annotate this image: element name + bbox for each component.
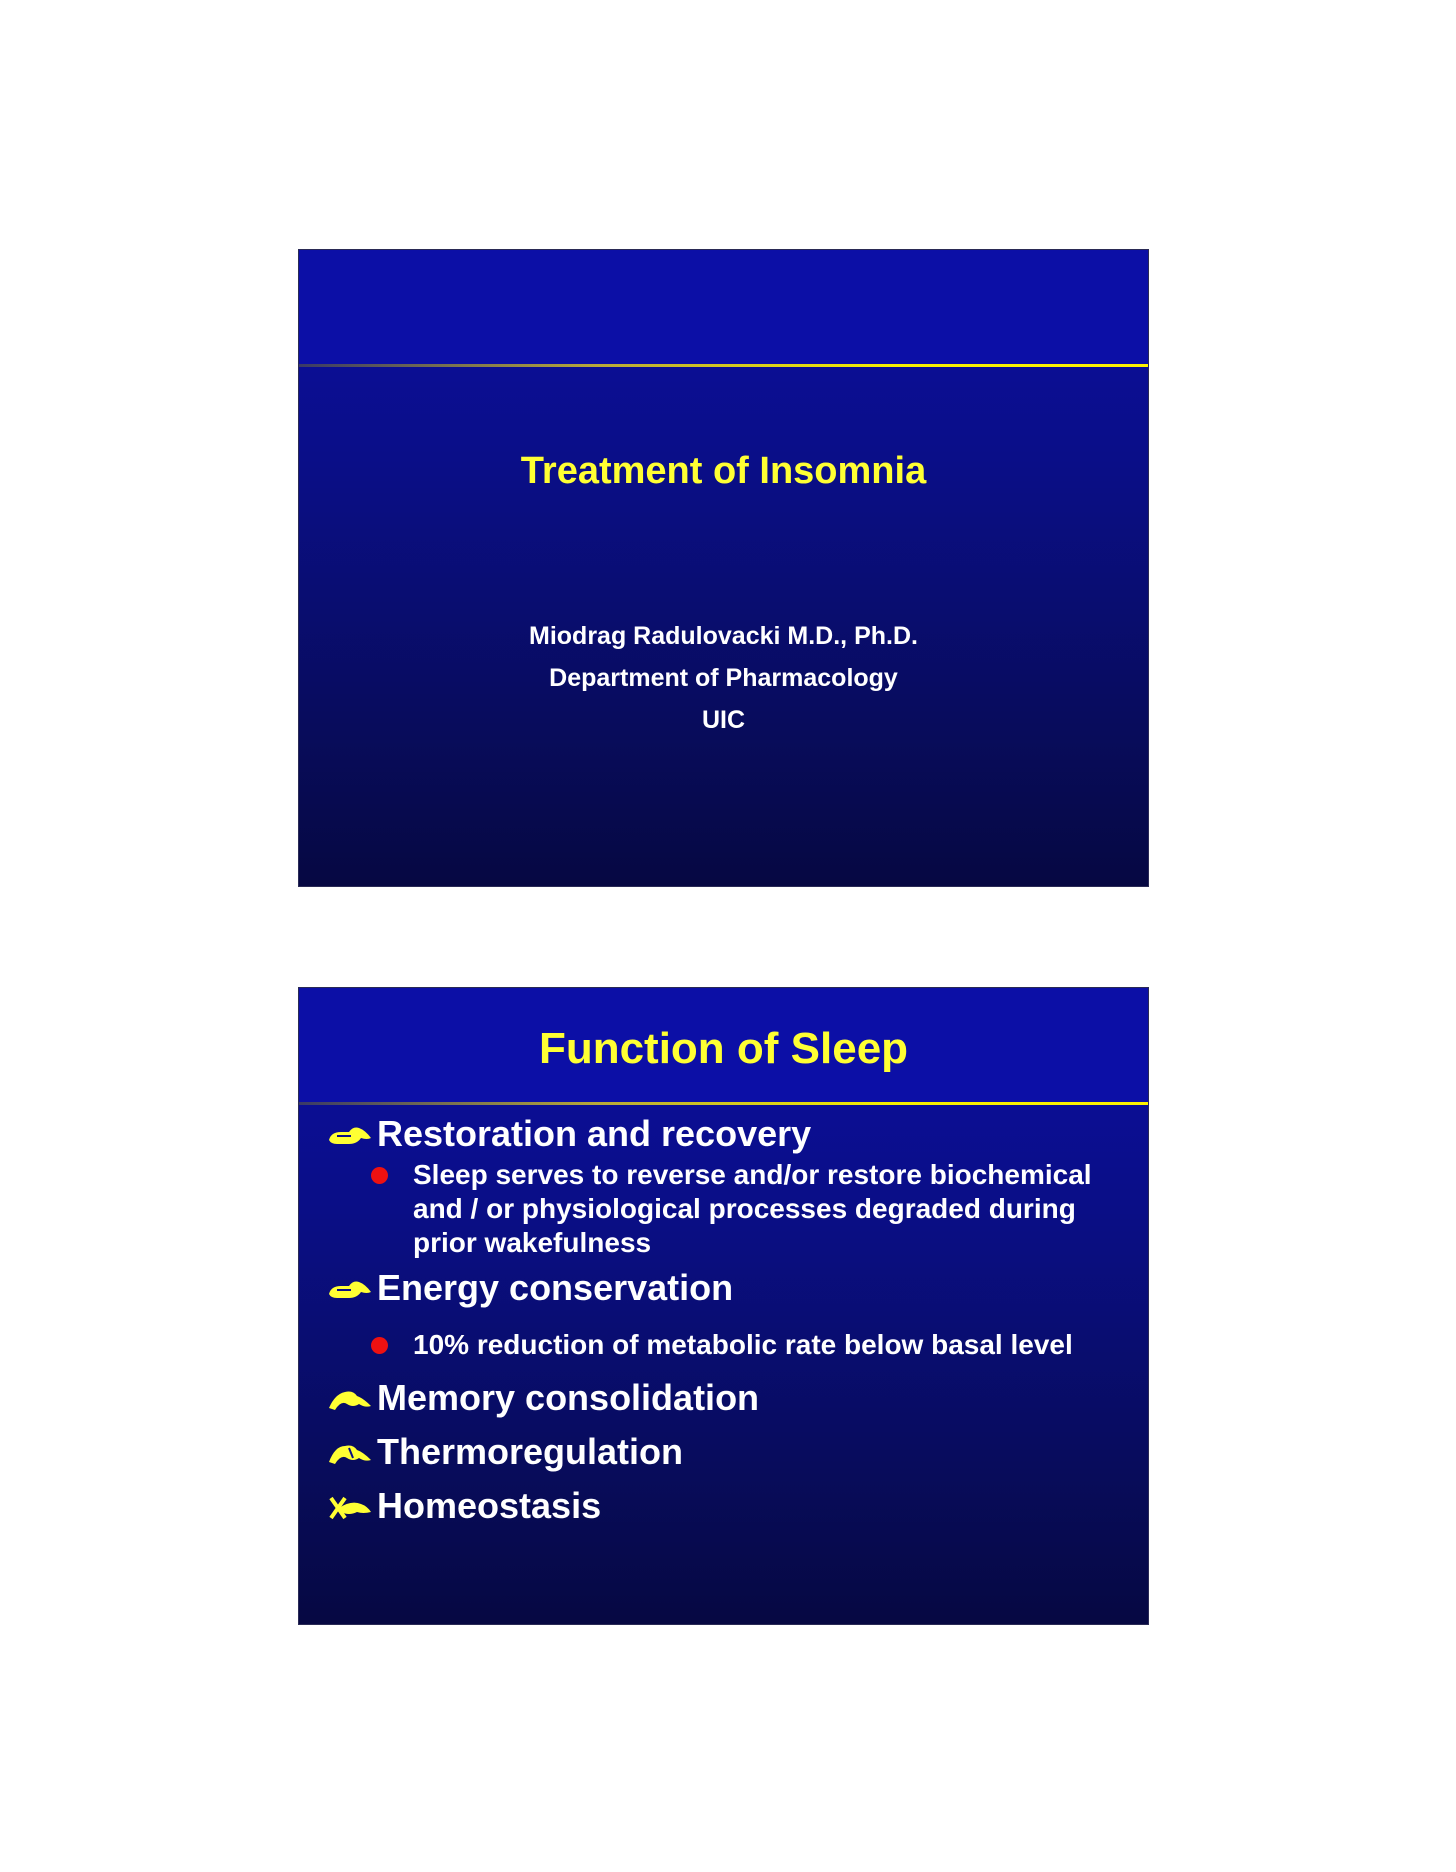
sub-bullet-text: 10% reduction of metabolic rate below basal level <box>413 1329 1073 1360</box>
hand-pointing-icon <box>327 1122 373 1148</box>
bullet-label: Energy conservation <box>377 1267 734 1308</box>
hand-pointing-icon <box>327 1386 373 1412</box>
slide-title-text: Function of Sleep <box>538 1024 909 1073</box>
slide-title <box>298 249 1149 887</box>
author-institution: UIC <box>701 706 746 734</box>
sub-bullet-item <box>327 1328 1128 1362</box>
hand-pointing-icon <box>327 1276 373 1302</box>
bullet-label: Homeostasis <box>377 1485 602 1526</box>
hand-pointing-icon <box>327 1440 373 1466</box>
bullet-item <box>327 1376 1128 1420</box>
bullet-item <box>327 1484 1128 1528</box>
sub-bullet-item <box>327 1158 1128 1260</box>
header-divider <box>299 364 1148 367</box>
bullet-item <box>327 1266 1128 1310</box>
bullet-label: Thermoregulation <box>377 1431 684 1472</box>
slide-function-of-sleep <box>298 987 1149 1625</box>
sub-bullet-text: Sleep serves to reverse and/or restore biochemical and / or physiological processes degraded during prior wakefulness <box>413 1159 1092 1258</box>
bullet-item <box>327 1112 1128 1156</box>
bullet-label: Restoration and recovery <box>377 1113 812 1154</box>
author-name: Miodrag Radulovacki M.D., Ph.D. <box>529 622 918 650</box>
bullet-label: Memory consolidation <box>377 1377 760 1418</box>
header-divider <box>299 1102 1148 1105</box>
hand-pointing-icon <box>327 1494 373 1520</box>
slide-title-text: Treatment of Insomnia <box>520 450 927 492</box>
slide-header-band <box>299 250 1148 366</box>
author-block <box>299 615 1148 741</box>
red-dot-icon <box>371 1337 388 1354</box>
red-dot-icon <box>371 1167 388 1184</box>
bullet-item <box>327 1430 1128 1474</box>
bullet-list <box>327 1112 1128 1528</box>
author-department: Department of Pharmacology <box>549 664 898 692</box>
